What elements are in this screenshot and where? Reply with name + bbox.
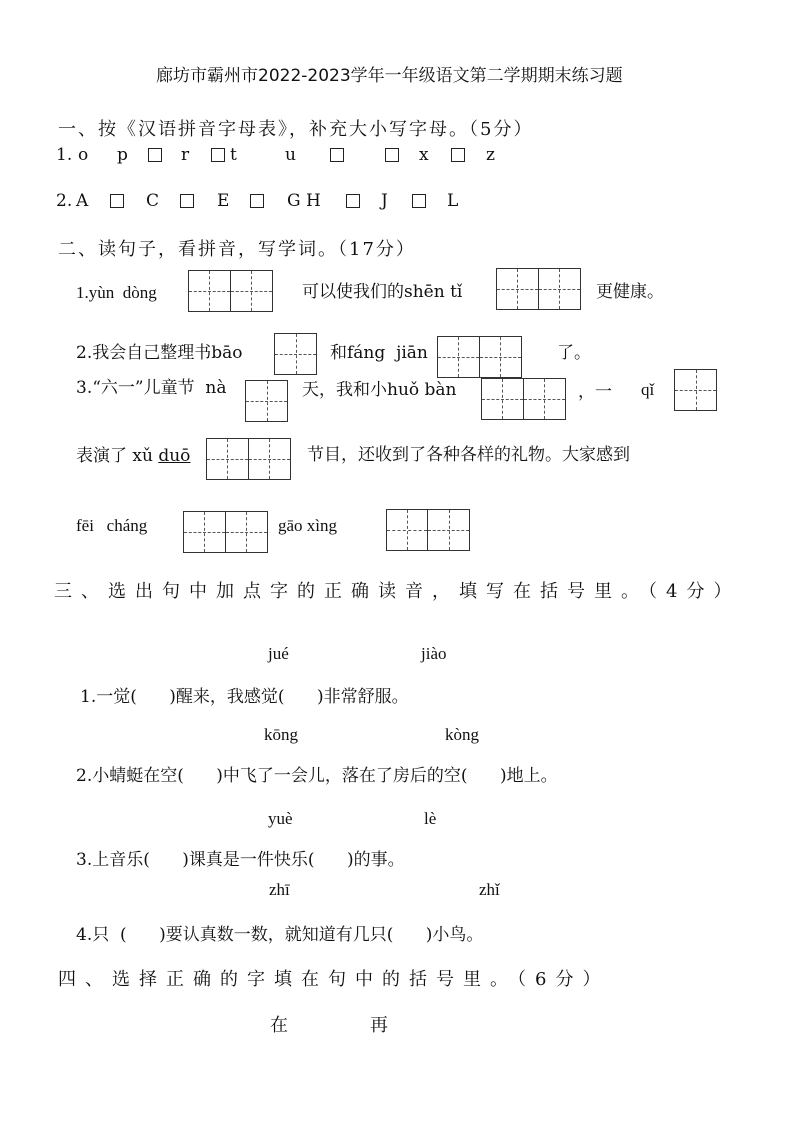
writing-grid[interactable] bbox=[437, 336, 522, 378]
pinyin-option: zhǐ bbox=[479, 880, 500, 899]
grid-cell[interactable] bbox=[207, 439, 249, 479]
blank-box[interactable] bbox=[412, 194, 426, 208]
grid-cell[interactable] bbox=[497, 269, 539, 309]
blank-box[interactable] bbox=[250, 194, 264, 208]
grid-cell[interactable] bbox=[524, 379, 566, 419]
question-sentence: 4.只 ( )要认真数一数，就知道有几只( )小鸟。 bbox=[76, 925, 484, 945]
grid-cell[interactable] bbox=[482, 379, 524, 419]
blank-box[interactable] bbox=[211, 148, 225, 162]
grid-cell[interactable] bbox=[226, 512, 268, 552]
sentence-text: 了。 bbox=[557, 343, 591, 363]
question-sentence: 3.上音乐( )课真是一件快乐( )的事。 bbox=[76, 850, 405, 870]
letter: x bbox=[419, 145, 429, 165]
sentence-text: 天，我和小huǒ bàn bbox=[302, 380, 457, 400]
underlined-pinyin: duō bbox=[158, 446, 191, 466]
grid-cell[interactable] bbox=[231, 271, 273, 311]
blank-box[interactable] bbox=[180, 194, 194, 208]
pinyin-option: jiào bbox=[421, 644, 447, 663]
pinyin-option: jué bbox=[268, 644, 289, 663]
section2-heading: 二、读句子，看拼音，写学词。（17分） bbox=[58, 239, 416, 260]
writing-grid[interactable] bbox=[206, 438, 291, 480]
section1-heading: 一、按《汉语拼音字母表》，补充大小写字母。（5分） bbox=[58, 119, 534, 140]
letter: r bbox=[181, 145, 190, 165]
letter: A bbox=[76, 191, 89, 211]
sentence-text: 可以使我们的shēn tǐ bbox=[302, 282, 463, 302]
letter: u bbox=[285, 145, 296, 165]
writing-grid[interactable] bbox=[274, 333, 317, 375]
sentence-text: 和fáng jiān bbox=[330, 343, 428, 363]
pinyin-option: lè bbox=[424, 809, 437, 828]
letter: t bbox=[230, 145, 237, 165]
grid-cell[interactable] bbox=[189, 271, 231, 311]
letter: C bbox=[146, 191, 160, 211]
letter: z bbox=[486, 145, 495, 165]
writing-grid[interactable] bbox=[386, 509, 470, 551]
sentence-text bbox=[76, 448, 190, 465]
grid-cell[interactable] bbox=[184, 512, 226, 552]
pinyin-prompt: 1.yùn dòng bbox=[76, 283, 157, 302]
grid-cell[interactable] bbox=[438, 337, 480, 377]
grid-cell[interactable] bbox=[480, 337, 522, 377]
letter: L bbox=[447, 191, 459, 211]
letter: G H bbox=[287, 191, 321, 211]
grid-cell[interactable] bbox=[539, 269, 581, 309]
page-title: 廊坊市霸州市2022-2023学年一年级语文第二学期期末练习题 bbox=[156, 66, 623, 86]
row1-number: 1. bbox=[56, 145, 73, 165]
sentence-part: 表演了 xǔ bbox=[76, 446, 159, 466]
writing-grid[interactable] bbox=[674, 369, 717, 411]
writing-grid[interactable] bbox=[183, 511, 268, 553]
writing-grid[interactable] bbox=[245, 380, 288, 422]
sentence-text: 2.我会自己整理书bāo bbox=[76, 343, 243, 363]
blank-box[interactable] bbox=[148, 148, 162, 162]
question-sentence: 1.一觉( )醒来，我感觉( )非常舒服。 bbox=[80, 687, 409, 707]
writing-grid[interactable] bbox=[496, 268, 581, 310]
letter: o bbox=[78, 145, 89, 165]
question-sentence: 2.小蜻蜓在空( )中飞了一会儿，落在了房后的空( )地上。 bbox=[76, 766, 558, 786]
blank-box[interactable] bbox=[330, 148, 344, 162]
blank-box[interactable] bbox=[346, 194, 360, 208]
section4-heading: 四、选择正确的字填在句中的括号里。（6分） bbox=[58, 969, 610, 990]
pinyin-option: kòng bbox=[445, 725, 479, 744]
sentence-text: 节目，还收到了各种各样的礼物。大家感到 bbox=[307, 445, 630, 465]
grid-cell[interactable] bbox=[387, 510, 428, 550]
grid-cell[interactable] bbox=[275, 334, 316, 374]
sentence-text: ，一 bbox=[578, 382, 612, 402]
pinyin-option: zhī bbox=[269, 880, 290, 899]
grid-cell[interactable] bbox=[428, 510, 469, 550]
pinyin-prompt: qǐ bbox=[641, 380, 655, 399]
character-option: 再 bbox=[370, 1015, 388, 1036]
letter: E bbox=[217, 191, 230, 211]
pinyin-option: yuè bbox=[268, 809, 293, 828]
pinyin-prompt: gāo xìng bbox=[278, 516, 338, 535]
sentence-text: 3.“六一”儿童节 nà bbox=[76, 378, 227, 398]
blank-box[interactable] bbox=[385, 148, 399, 162]
row2-number: 2. bbox=[56, 191, 73, 211]
pinyin-option: kōng bbox=[264, 725, 298, 744]
character-option: 在 bbox=[270, 1015, 288, 1036]
grid-cell[interactable] bbox=[675, 370, 716, 410]
pinyin-prompt: fēi cháng bbox=[76, 516, 148, 535]
grid-cell[interactable] bbox=[249, 439, 291, 479]
section3-heading: 三、选出句中加点字的正确读音，填写在括号里。（4分） bbox=[54, 581, 741, 602]
writing-grid[interactable] bbox=[481, 378, 566, 420]
letter: p bbox=[117, 145, 128, 165]
blank-box[interactable] bbox=[110, 194, 124, 208]
grid-cell[interactable] bbox=[246, 381, 287, 421]
sentence-text: 更健康。 bbox=[596, 282, 664, 302]
letter: J bbox=[381, 191, 388, 211]
writing-grid[interactable] bbox=[188, 270, 273, 312]
blank-box[interactable] bbox=[451, 148, 465, 162]
